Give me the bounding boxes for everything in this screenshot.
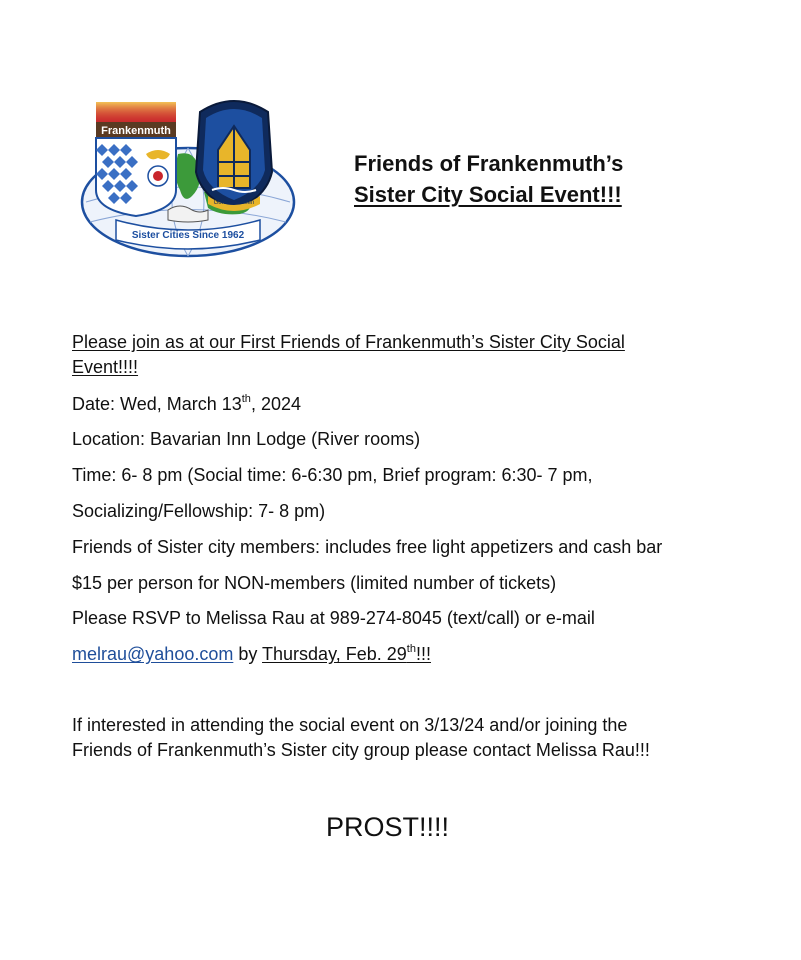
frankenmuth-crest: [96, 102, 176, 216]
shield-ribbon-text: Gunzenhausen: [213, 200, 255, 206]
date-line: [72, 393, 301, 415]
time-line-2: Socializing/Fellowship: 7- 8 pm): [72, 501, 326, 521]
logo-ribbon-text: Sister Cities Since 1962: [131, 230, 245, 241]
date-year: , 2024: [250, 394, 301, 414]
deadline-ordinal: th: [406, 643, 416, 655]
sister-cities-logo: [76, 92, 298, 260]
date-text: Date: Wed, March 13: [72, 394, 242, 414]
rsvp-line: Please RSVP to Melissa Rau at 989-274-8045 (text/call) or e-mail: [72, 608, 595, 628]
prost-text: PROST!!!!: [326, 812, 450, 842]
deadline-text: Thursday, Feb. 29: [262, 644, 407, 664]
event-title: [354, 148, 623, 210]
intro-line-2: Event!!!!: [72, 357, 139, 377]
time-line-1: Time: 6- 8 pm (Social time: 6-6:30 pm, Brief program: 6:30- 7 pm,: [72, 465, 593, 485]
by-text: by: [233, 644, 263, 664]
closing-line-2: Friends of Frankenmuth’s Sister city group please contact Melissa Rau!!!: [72, 740, 650, 760]
crest-banner-text: Frankenmuth: [101, 125, 171, 137]
rsvp-email-line: [72, 643, 431, 665]
members-line: Friends of Sister city members: includes free light appetizers and cash bar: [72, 537, 663, 557]
title-line-2: Sister City Social Event!!!: [354, 182, 622, 207]
location-line: Location: Bavarian Inn Lodge (River rooms): [72, 429, 421, 449]
closing-line-1: If interested in attending the social event on 3/13/24 and/or joining the: [72, 715, 628, 735]
nonmembers-line: $15 per person for NON-members (limited number of tickets): [72, 573, 557, 593]
title-line-1: Friends of Frankenmuth’s: [354, 151, 624, 176]
deadline-end: !!!: [415, 644, 431, 664]
email-link[interactable]: melrau@yahoo.com: [72, 644, 234, 664]
date-ordinal: th: [241, 393, 251, 405]
gunzenhausen-shield: [196, 101, 272, 211]
intro-line-1: Please join as at our First Friends of Frankenmuth’s Sister City Social: [72, 332, 625, 352]
deadline: [262, 644, 431, 664]
